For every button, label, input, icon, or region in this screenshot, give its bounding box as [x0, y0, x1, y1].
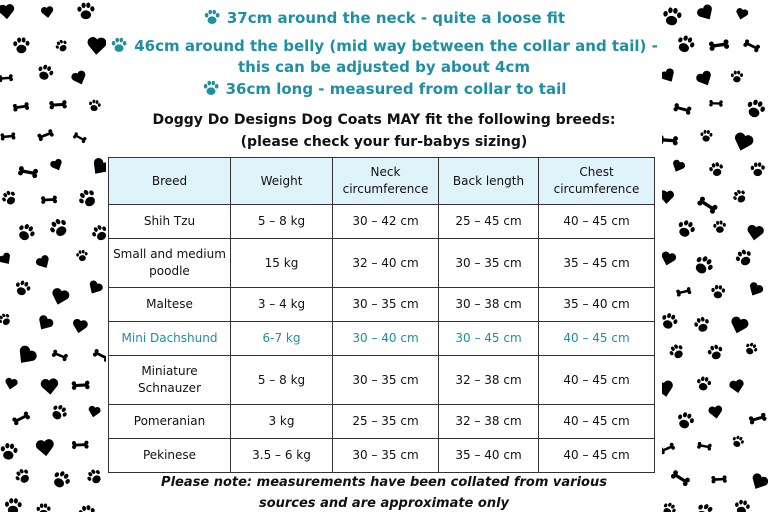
paw-icon [13, 279, 32, 298]
heart-icon [695, 3, 716, 24]
neck-measurement-text: 37cm around the neck - quite a loose fit [226, 9, 566, 27]
back-length-cell: 32 – 38 cm [439, 356, 539, 405]
chest-cell: 35 – 40 cm [539, 288, 655, 322]
bone-icon [41, 196, 57, 204]
paw-icon [730, 434, 745, 449]
paw-icon [13, 466, 33, 486]
bone-icon [743, 39, 761, 53]
bone-icon [748, 412, 767, 425]
table-header-row [109, 158, 655, 205]
paw-icon [49, 402, 70, 423]
paw-icon [203, 8, 221, 26]
paw-icon [85, 467, 105, 487]
paw-icon [693, 501, 717, 512]
chest-cell: 40 – 45 cm [539, 405, 655, 439]
paw-icon [744, 97, 767, 120]
paw-icon [50, 468, 73, 491]
paw-icon [731, 188, 749, 206]
paw-icon [5, 498, 22, 512]
heart-icon [748, 472, 768, 493]
paw-icon [76, 186, 100, 210]
bone-icon [709, 100, 723, 107]
bone-icon [676, 287, 692, 297]
bone-icon [0, 132, 15, 140]
paw-icon [36, 503, 50, 512]
length-measurement-text: 36cm long - measured from collar to tail [225, 80, 567, 98]
neck-cell: 30 – 42 cm [333, 205, 439, 239]
paw-icon [54, 38, 70, 54]
breed-cell: Miniature Schnauzer [109, 356, 231, 405]
disclaimer-line-2: sources and are approximate only [258, 496, 510, 511]
weight-cell: 6-7 kg [231, 322, 333, 356]
paw-icon [675, 410, 695, 430]
heart-icon [746, 224, 765, 241]
bone-icon [697, 442, 712, 451]
paw-icon [77, 2, 94, 19]
back-length-cell: 30 – 45 cm [439, 322, 539, 356]
heart-icon [49, 158, 64, 173]
paw-icon [660, 500, 678, 512]
paw-icon [0, 311, 13, 327]
chest-cell: 40 – 45 cm [539, 439, 655, 473]
table-row [109, 439, 655, 473]
disclaimer-line-1: Please note: measurements have been collated from various [161, 475, 607, 490]
paw-icon [667, 342, 686, 361]
paw-icon [13, 37, 30, 53]
paw-icon [734, 247, 755, 268]
heart-icon [14, 344, 39, 369]
paw-icon [88, 99, 102, 112]
paw-icon [659, 311, 679, 331]
belly-measurement-text: 46cm around the belly (mid way between the collar and tail) - [134, 37, 658, 55]
heart-icon [728, 315, 749, 335]
bone-icon [0, 74, 13, 82]
content-panel [106, 0, 662, 512]
heart-icon [0, 4, 15, 20]
neck-measurement-line [106, 8, 662, 28]
breed-cell: Mini Dachshund [109, 322, 231, 356]
column-header-weight: Weight [231, 158, 333, 205]
bone-icon [37, 129, 54, 142]
weight-cell: 5 – 8 kg [231, 205, 333, 239]
heart-icon [87, 37, 107, 56]
paw-icon [15, 221, 37, 243]
heart-icon [35, 314, 55, 334]
bone-icon [709, 39, 730, 51]
paw-icon [35, 63, 55, 82]
heart-icon [40, 6, 54, 19]
bone-icon [12, 411, 31, 426]
breed-cell: Small and medium poodle [109, 239, 231, 288]
bone-icon [18, 166, 39, 179]
back-length-cell: 30 – 38 cm [439, 288, 539, 322]
heart-icon [40, 378, 59, 395]
table-row [109, 356, 655, 405]
intro-line-2: (please check your fur-babys sizing) [240, 134, 528, 150]
bone-icon [72, 441, 89, 450]
paw-icon [711, 285, 725, 299]
neck-cell: 30 – 35 cm [333, 356, 439, 405]
column-header-breed: Breed [109, 158, 231, 205]
neck-cell: 32 – 40 cm [333, 239, 439, 288]
background-pattern-right [658, 0, 768, 512]
paw-icon [708, 161, 725, 178]
breed-cell: Shih Tzu [109, 205, 231, 239]
bone-icon [51, 349, 68, 362]
bone-icon [72, 132, 87, 144]
bone-icon [670, 469, 691, 487]
heart-icon [746, 281, 764, 299]
paw-icon [750, 162, 765, 176]
breed-cell: Maltese [109, 288, 231, 322]
heart-icon [659, 250, 677, 267]
chest-cell: 40 – 45 cm [539, 356, 655, 405]
neck-cell: 30 – 40 cm [333, 322, 439, 356]
heart-icon [729, 379, 746, 395]
intro-line-1: Doggy Do Designs Dog Coats MAY fit the following breeds: [152, 112, 616, 128]
chest-cell: 40 – 45 cm [539, 322, 655, 356]
weight-cell: 3 kg [231, 405, 333, 439]
heart-icon [731, 131, 754, 153]
bone-icon [711, 475, 727, 483]
paw-icon [662, 7, 682, 27]
background-pattern-left [0, 0, 110, 512]
table-row [109, 205, 655, 239]
column-header-neck: Neck circumference [333, 158, 439, 205]
heart-icon [4, 377, 18, 391]
back-length-cell: 32 – 38 cm [439, 405, 539, 439]
column-header-back-length: Back length [439, 158, 539, 205]
table-row-highlighted [109, 322, 655, 356]
paw-icon [0, 188, 19, 207]
bone-icon [13, 102, 30, 112]
paw-icon [675, 218, 697, 240]
paw-icon [731, 71, 743, 83]
paw-icon [706, 343, 724, 361]
heart-icon [87, 405, 101, 418]
breed-cell: Pomeranian [109, 405, 231, 439]
heart-icon [708, 405, 724, 420]
weight-cell: 3 – 4 kg [231, 288, 333, 322]
paw-icon [76, 249, 89, 262]
weight-cell: 15 kg [231, 239, 333, 288]
bone-icon [49, 100, 67, 110]
table-row [109, 288, 655, 322]
neck-cell: 25 – 35 cm [333, 405, 439, 439]
belly-adjustment-line [106, 57, 662, 77]
paw-icon [713, 220, 727, 233]
bone-icon [72, 380, 90, 390]
paw-icon [0, 442, 18, 460]
weight-cell: 3.5 – 6 kg [231, 439, 333, 473]
bone-icon [696, 196, 718, 215]
heart-icon [695, 69, 715, 88]
heart-icon [49, 287, 70, 307]
heart-icon [670, 159, 686, 175]
weight-cell: 5 – 8 kg [231, 356, 333, 405]
paw-icon [674, 33, 696, 55]
paw-icon [700, 130, 713, 142]
back-length-cell: 35 – 40 cm [439, 439, 539, 473]
paw-icon [734, 499, 751, 512]
paw-icon [202, 79, 220, 97]
chest-cell: 35 – 45 cm [539, 239, 655, 288]
belly-adjustment-text: this can be adjusted by about 4cm [237, 58, 531, 76]
neck-cell: 30 – 35 cm [333, 439, 439, 473]
table-row [109, 239, 655, 288]
paw-icon [78, 504, 97, 512]
paw-icon [693, 315, 711, 333]
paw-icon [743, 341, 759, 357]
heart-icon [35, 254, 53, 271]
heart-icon [70, 69, 88, 87]
column-header-chest: Chest circumference [539, 158, 655, 205]
heart-icon [35, 439, 55, 458]
back-length-cell: 30 – 35 cm [439, 239, 539, 288]
breed-size-table [108, 157, 655, 473]
back-length-cell: 25 – 45 cm [439, 205, 539, 239]
heart-icon [0, 251, 14, 267]
paw-icon [47, 216, 71, 240]
belly-measurement-line [106, 36, 662, 56]
heart-icon [71, 318, 88, 335]
heart-icon [86, 279, 104, 297]
breed-cell: Pekinese [109, 439, 231, 473]
bone-icon [673, 103, 692, 116]
paw-icon [696, 376, 712, 392]
table-row [109, 405, 655, 439]
heart-icon [735, 7, 749, 21]
paw-icon [691, 253, 716, 278]
length-measurement-line [106, 79, 662, 99]
paw-icon [110, 36, 128, 54]
chest-cell: 40 – 45 cm [539, 205, 655, 239]
neck-cell: 30 – 35 cm [333, 288, 439, 322]
